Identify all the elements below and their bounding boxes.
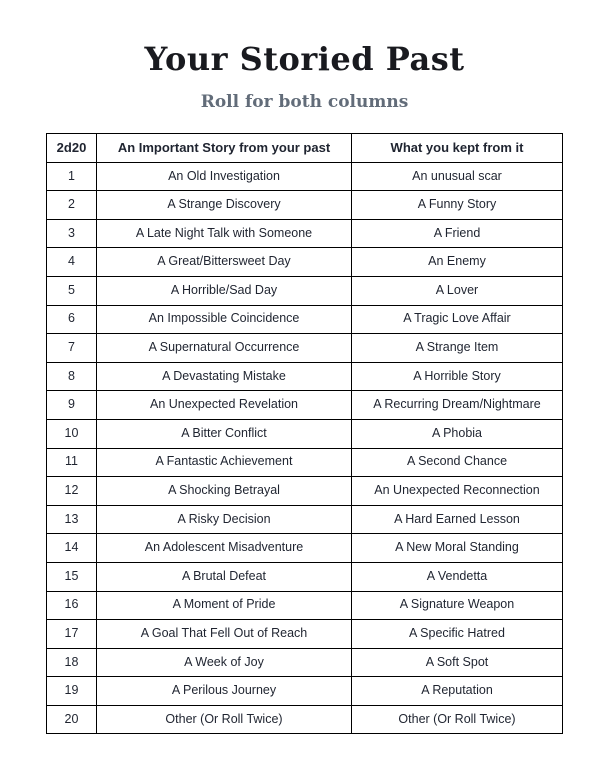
kept-cell: Other (Or Roll Twice) <box>352 705 563 734</box>
kept-cell: A Signature Weapon <box>352 591 563 620</box>
roll-cell: 14 <box>47 534 97 563</box>
story-cell: A Brutal Defeat <box>97 562 352 591</box>
kept-cell: A Friend <box>352 219 563 248</box>
story-cell: A Fantastic Achievement <box>97 448 352 477</box>
table-row <box>47 677 563 706</box>
story-cell: A Goal That Fell Out of Reach <box>97 620 352 649</box>
roll-cell: 18 <box>47 648 97 677</box>
story-cell: A Devastating Mistake <box>97 362 352 391</box>
story-cell: A Bitter Conflict <box>97 419 352 448</box>
roll-cell: 19 <box>47 677 97 706</box>
story-cell: An Unexpected Revelation <box>97 391 352 420</box>
story-cell: A Supernatural Occurrence <box>97 334 352 363</box>
kept-cell: A Second Chance <box>352 448 563 477</box>
roll-cell: 7 <box>47 334 97 363</box>
story-cell: A Strange Discovery <box>97 191 352 220</box>
table-row <box>47 219 563 248</box>
page-title: Your Storied Past <box>144 40 465 78</box>
roll-cell: 2 <box>47 191 97 220</box>
kept-cell: A Horrible Story <box>352 362 563 391</box>
kept-cell: A Vendetta <box>352 562 563 591</box>
kept-cell: A Lover <box>352 276 563 305</box>
column-header-story: An Important Story from your past <box>97 134 352 163</box>
roll-cell: 4 <box>47 248 97 277</box>
story-cell: An Adolescent Misadventure <box>97 534 352 563</box>
table-row <box>47 648 563 677</box>
kept-cell: A New Moral Standing <box>352 534 563 563</box>
story-cell: A Shocking Betrayal <box>97 477 352 506</box>
kept-cell: A Soft Spot <box>352 648 563 677</box>
table-row <box>47 562 563 591</box>
roll-cell: 16 <box>47 591 97 620</box>
story-cell: An Impossible Coincidence <box>97 305 352 334</box>
table-row <box>47 534 563 563</box>
kept-cell: A Reputation <box>352 677 563 706</box>
roll-cell: 5 <box>47 276 97 305</box>
roll-cell: 3 <box>47 219 97 248</box>
roll-cell: 8 <box>47 362 97 391</box>
table-row <box>47 591 563 620</box>
story-cell: Other (Or Roll Twice) <box>97 705 352 734</box>
kept-cell: An unusual scar <box>352 162 563 191</box>
story-cell: An Old Investigation <box>97 162 352 191</box>
roll-cell: 13 <box>47 505 97 534</box>
story-cell: A Late Night Talk with Someone <box>97 219 352 248</box>
kept-cell: A Funny Story <box>352 191 563 220</box>
kept-cell: A Tragic Love Affair <box>352 305 563 334</box>
table-row <box>47 162 563 191</box>
roll-cell: 9 <box>47 391 97 420</box>
table-row <box>47 620 563 649</box>
column-header-roll: 2d20 <box>47 134 97 163</box>
table-row <box>47 419 563 448</box>
table-row <box>47 477 563 506</box>
roll-cell: 17 <box>47 620 97 649</box>
story-cell: A Perilous Journey <box>97 677 352 706</box>
roll-cell: 10 <box>47 419 97 448</box>
story-cell: A Week of Joy <box>97 648 352 677</box>
kept-cell: An Enemy <box>352 248 563 277</box>
page-subtitle: Roll for both columns <box>200 92 409 112</box>
table-row <box>47 705 563 734</box>
roll-cell: 6 <box>47 305 97 334</box>
table-row <box>47 391 563 420</box>
roll-cell: 12 <box>47 477 97 506</box>
roll-cell: 11 <box>47 448 97 477</box>
table-row <box>47 505 563 534</box>
kept-cell: A Strange Item <box>352 334 563 363</box>
table-row <box>47 191 563 220</box>
kept-cell: A Phobia <box>352 419 563 448</box>
table-header-row <box>47 134 563 163</box>
roll-cell: 1 <box>47 162 97 191</box>
table-row <box>47 362 563 391</box>
roll-table <box>46 133 563 734</box>
table-row <box>47 448 563 477</box>
kept-cell: A Hard Earned Lesson <box>352 505 563 534</box>
roll-cell: 15 <box>47 562 97 591</box>
table-row <box>47 248 563 277</box>
story-cell: A Moment of Pride <box>97 591 352 620</box>
column-header-kept: What you kept from it <box>352 134 563 163</box>
kept-cell: A Specific Hatred <box>352 620 563 649</box>
table-row <box>47 276 563 305</box>
table-row <box>47 334 563 363</box>
kept-cell: A Recurring Dream/Nightmare <box>352 391 563 420</box>
story-cell: A Horrible/Sad Day <box>97 276 352 305</box>
story-cell: A Great/Bittersweet Day <box>97 248 352 277</box>
kept-cell: An Unexpected Reconnection <box>352 477 563 506</box>
story-cell: A Risky Decision <box>97 505 352 534</box>
roll-cell: 20 <box>47 705 97 734</box>
table-row <box>47 305 563 334</box>
